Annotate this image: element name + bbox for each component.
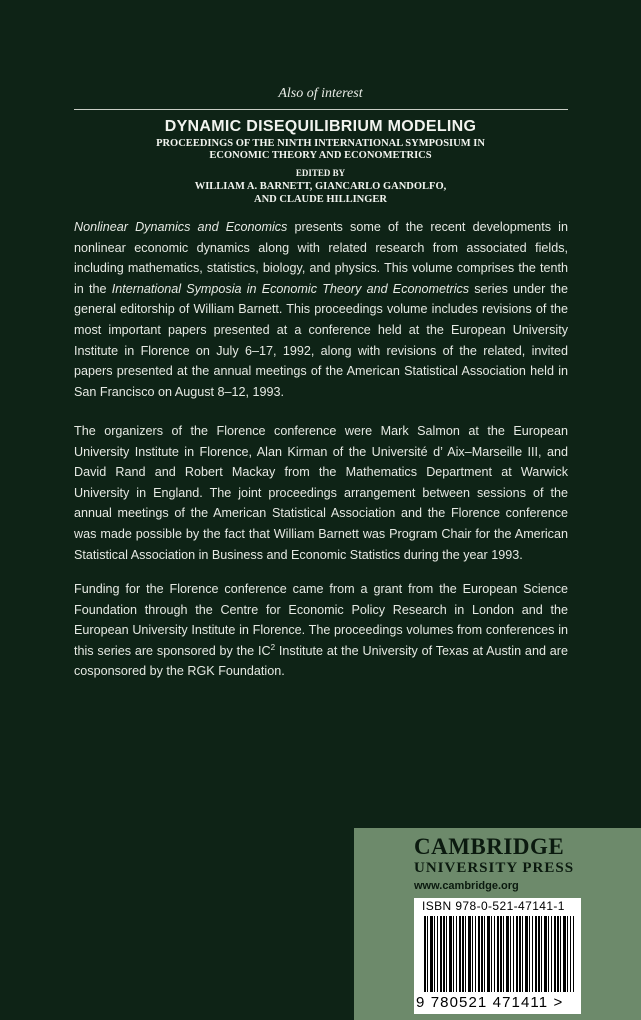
para3-text-2: Institute at the University of Texas at Austin and are cosponsored by the RGK Foundation.	[74, 643, 568, 679]
also-of-interest: Also of interest	[278, 86, 363, 101]
publisher-press: UNIVERSITY PRESS	[414, 860, 575, 876]
barcode-box	[414, 898, 581, 1014]
book-series-title: Nonlinear Dynamics and Economics	[74, 220, 288, 234]
publisher-panel	[354, 828, 641, 1020]
editors-line-1: WILLIAM A. BARNETT, GIANCARLO GANDOLFO,	[194, 181, 447, 192]
barcode-number: 9 780521 471411 >	[416, 994, 564, 1011]
editors	[0, 180, 641, 206]
publisher-url: www.cambridge.org	[414, 880, 519, 892]
para3-text-1: Funding for the Florence conference came from a grant from the European Science Foundation through the Centre for Economic Policy Research in London and the European University Institute in Florence. The proceedings volumes from conferences in this series are sponsored by the IC	[74, 582, 568, 658]
barcode-bars	[424, 916, 574, 992]
description-paragraph-3	[74, 579, 568, 682]
description-paragraph-2: The organizers of the Florence conference were Mark Salmon at the European University Institute in Florence, Alan Kirman of the Université d’ Aix–Marseille III, and David Rand and Robert Mackay from the Mathematics Department at Warwick University in England. The joint proceedings arrangement between sessions of the annual meetings of the American Statistical Association and the Florence conference was made possible by the fact that William Barnett was Program Chair for the American Statistical Association in Business and Economic Statistics during the year 1993.	[74, 424, 568, 562]
book-subtitle	[0, 138, 641, 162]
superscript: 2	[270, 642, 276, 652]
edited-by-label: EDITED BY	[295, 168, 346, 178]
isbn-label: ISBN 978-0-521-47141-1	[422, 899, 565, 913]
description-paragraph-1	[74, 217, 568, 402]
symposia-series-title: International Symposia in Economic Theory and Econometrics	[111, 281, 470, 296]
para1-text-2: series under the general editorship of William Barnett. This proceedings volume includes revisions of the most important papers presented at a conference held at the European University Institute in Florence on July 6–17, 1992, along with revisions of the related, invited papers presented at the annual meetings of the American Statistical Association held in San Francisco on August 8–12, 1993.	[74, 281, 568, 399]
subtitle-line-1: PROCEEDINGS OF THE NINTH INTERNATIONAL SYMPOSIUM IN	[156, 138, 485, 149]
divider-rule	[74, 109, 568, 110]
editors-line-2: AND CLAUDE HILLINGER	[253, 194, 388, 205]
para1-text-1: presents some of the recent developments in nonlinear economic dynamics along with related research from associated fields, including mathematics, statistics, biology, and physics. This volume comprises the tenth in the	[74, 220, 568, 296]
publisher-logo-name: CAMBRIDGE	[414, 834, 565, 859]
subtitle-line-2: ECONOMIC THEORY AND ECONOMETRICS	[209, 150, 432, 161]
book-title: DYNAMIC DISEQUILIBRIUM MODELING	[164, 118, 477, 135]
